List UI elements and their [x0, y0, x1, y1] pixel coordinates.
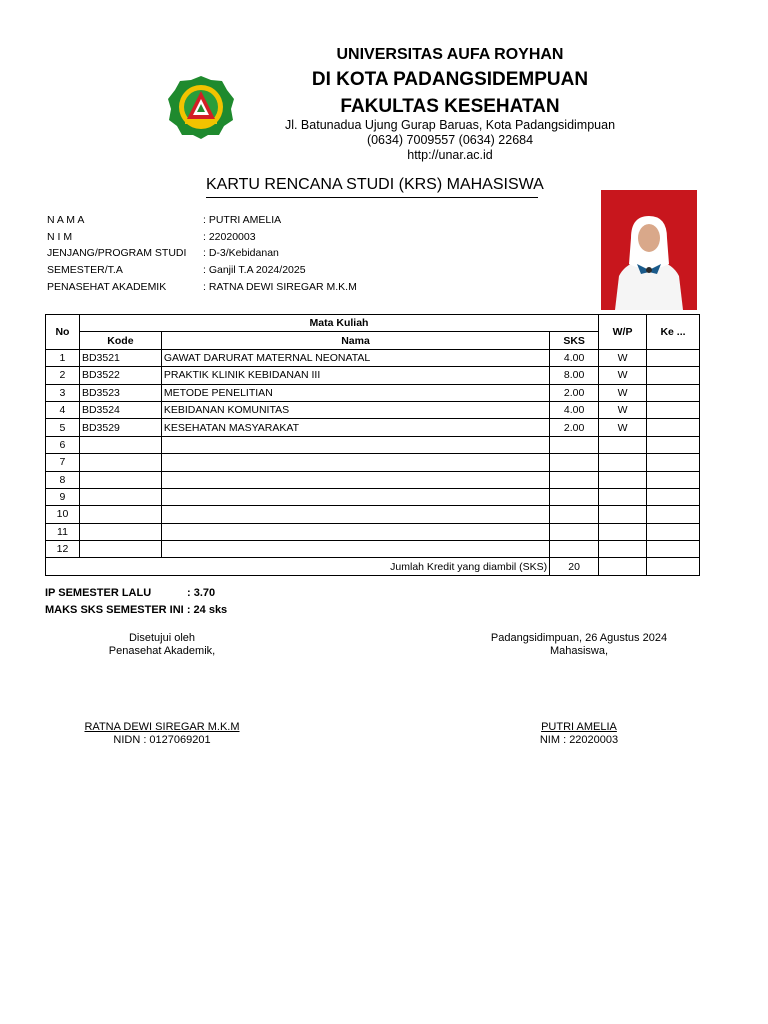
row-kode — [79, 436, 161, 453]
row-kode: BD3524 — [79, 401, 161, 418]
advisor-label: PENASEHAT AKADEMIK — [47, 281, 167, 293]
header-kode: Kode — [79, 332, 161, 349]
row-sks — [550, 488, 599, 505]
row-no: 2 — [46, 367, 80, 384]
row-sks — [550, 506, 599, 523]
maks-label: MAKS SKS SEMESTER INI — [45, 604, 184, 616]
row-sks — [550, 436, 599, 453]
row-sks: 8.00 — [550, 367, 599, 384]
row-no: 11 — [46, 523, 80, 540]
row-ke — [647, 436, 700, 453]
row-wp — [599, 488, 647, 505]
table-row — [46, 488, 700, 505]
row-no: 12 — [46, 541, 80, 558]
date-place: Padangsidimpuan, 26 Agustus 2024 — [490, 632, 668, 644]
student-nim: NIM : 22020003 — [539, 734, 619, 746]
row-nama: PRAKTIK KLINIK KEBIDANAN III — [161, 367, 549, 384]
total-value: 20 — [550, 558, 599, 575]
total-row — [46, 558, 700, 575]
row-wp — [599, 541, 647, 558]
row-no: 10 — [46, 506, 80, 523]
row-sks: 2.00 — [550, 419, 599, 436]
row-nama: METODE PENELITIAN — [161, 384, 549, 401]
total-label: Jumlah Kredit yang diambil (SKS) — [46, 558, 550, 575]
website: http://unar.ac.id — [407, 148, 493, 162]
row-no: 1 — [46, 349, 80, 366]
row-nama: GAWAT DARURAT MATERNAL NEONATAL — [161, 349, 549, 366]
header-mata-kuliah: Mata Kuliah — [79, 315, 598, 332]
table-row — [46, 523, 700, 540]
row-sks: 4.00 — [550, 349, 599, 366]
row-kode — [79, 523, 161, 540]
advisor-value: : RATNA DEWI SIREGAR M.K.M — [203, 281, 357, 293]
university-name: UNIVERSITAS AUFA ROYHAN — [336, 46, 564, 63]
row-ke — [647, 471, 700, 488]
row-ke — [647, 488, 700, 505]
nim-value: : 22020003 — [203, 231, 256, 243]
header-no: No — [46, 315, 80, 350]
row-wp — [599, 454, 647, 471]
student-photo — [601, 190, 697, 310]
row-ke — [647, 419, 700, 436]
row-nama — [161, 488, 549, 505]
total-ke-empty — [647, 558, 700, 575]
total-wp-empty — [599, 558, 647, 575]
row-kode — [79, 471, 161, 488]
row-wp — [599, 506, 647, 523]
address: Jl. Batunadua Ujung Gurap Baruas, Kota Padangsidimpuan — [284, 118, 616, 132]
row-wp: W — [599, 349, 647, 366]
krs-table-body — [46, 349, 700, 558]
nim-label: N I M — [47, 231, 73, 243]
row-nama — [161, 523, 549, 540]
table-row — [46, 367, 700, 384]
row-kode — [79, 488, 161, 505]
row-wp: W — [599, 419, 647, 436]
row-sks — [550, 541, 599, 558]
ip-label: IP SEMESTER LALU — [45, 587, 152, 599]
table-row — [46, 506, 700, 523]
row-kode: BD3522 — [79, 367, 161, 384]
row-nama — [161, 471, 549, 488]
semester-value: : Ganjil T.A 2024/2025 — [203, 264, 306, 276]
ip-semester — [45, 587, 215, 599]
program-value: : D-3/Kebidanan — [203, 247, 279, 259]
row-no: 4 — [46, 401, 80, 418]
row-no: 5 — [46, 419, 80, 436]
document-title: KARTU RENCANA STUDI (KRS) MAHASISWA — [206, 176, 538, 198]
row-sks — [550, 523, 599, 540]
approval-line1: Disetujui oleh — [128, 632, 196, 644]
row-nama — [161, 541, 549, 558]
maks-value: : 24 sks — [186, 604, 228, 616]
student-role: Mahasiswa, — [549, 645, 609, 657]
row-nama: KEBIDANAN KOMUNITAS — [161, 401, 549, 418]
row-sks — [550, 471, 599, 488]
table-row — [46, 419, 700, 436]
phone: (0634) 7009557 (0634) 22684 — [366, 133, 534, 147]
row-ke — [647, 523, 700, 540]
university-city: DI KOTA PADANGSIDEMPUAN — [311, 69, 589, 90]
row-wp — [599, 523, 647, 540]
row-wp: W — [599, 384, 647, 401]
table-row — [46, 454, 700, 471]
header-wp: W/P — [599, 315, 647, 350]
row-kode: BD3523 — [79, 384, 161, 401]
row-kode: BD3529 — [79, 419, 161, 436]
row-nama — [161, 506, 549, 523]
header-ke: Ke ... — [647, 315, 700, 350]
row-nama: KESEHATAN MASYARAKAT — [161, 419, 549, 436]
row-nama — [161, 454, 549, 471]
row-ke — [647, 541, 700, 558]
krs-table — [45, 314, 700, 576]
row-ke — [647, 454, 700, 471]
row-sks — [550, 454, 599, 471]
header-sks: SKS — [550, 332, 599, 349]
table-row — [46, 541, 700, 558]
table-row — [46, 436, 700, 453]
row-sks: 2.00 — [550, 384, 599, 401]
table-row — [46, 349, 700, 366]
table-row — [46, 471, 700, 488]
program-label: JENJANG/PROGRAM STUDI — [47, 247, 187, 259]
approval-line2: Penasehat Akademik, — [108, 645, 216, 657]
maks-sks — [45, 604, 227, 616]
ip-value: : 3.70 — [187, 587, 216, 599]
row-wp — [599, 436, 647, 453]
row-ke — [647, 506, 700, 523]
row-wp: W — [599, 401, 647, 418]
semester-label: SEMESTER/T.A — [47, 264, 123, 276]
advisor-nidn: NIDN : 0127069201 — [113, 734, 211, 746]
nama-value: : PUTRI AMELIA — [203, 214, 282, 226]
row-ke — [647, 401, 700, 418]
table-row — [46, 384, 700, 401]
row-no: 7 — [46, 454, 80, 471]
row-ke — [647, 367, 700, 384]
student-signature-name: PUTRI AMELIA — [541, 721, 617, 733]
row-ke — [647, 384, 700, 401]
advisor-signature-name: RATNA DEWI SIREGAR M.K.M — [84, 721, 240, 733]
row-sks: 4.00 — [550, 401, 599, 418]
row-ke — [647, 349, 700, 366]
row-no: 9 — [46, 488, 80, 505]
nama-label: N A M A — [47, 214, 85, 226]
row-kode — [79, 454, 161, 471]
row-no: 8 — [46, 471, 80, 488]
faculty-name: FAKULTAS KESEHATAN — [340, 96, 560, 117]
row-wp — [599, 471, 647, 488]
row-kode — [79, 506, 161, 523]
header-nama: Nama — [161, 332, 549, 349]
row-wp: W — [599, 367, 647, 384]
row-nama — [161, 436, 549, 453]
row-kode — [79, 541, 161, 558]
table-row — [46, 401, 700, 418]
row-kode: BD3521 — [79, 349, 161, 366]
row-no: 3 — [46, 384, 80, 401]
row-no: 6 — [46, 436, 80, 453]
